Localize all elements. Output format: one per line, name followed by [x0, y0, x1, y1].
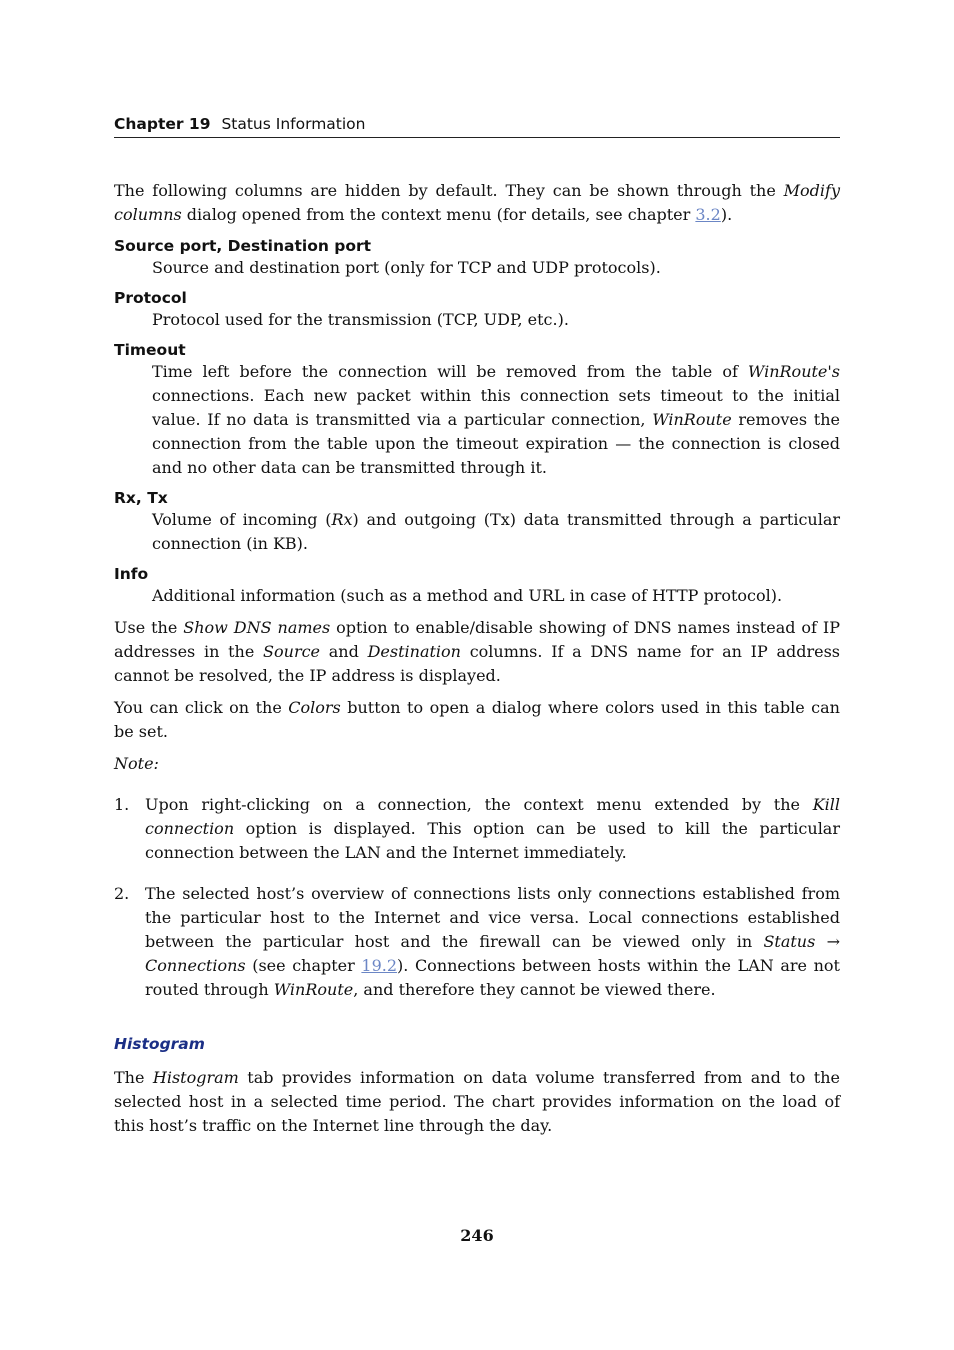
- show-dns-term: Show DNS names: [183, 618, 331, 637]
- list-number: 1.: [114, 795, 130, 814]
- term-rxtx: Rx, Tx: [114, 489, 168, 507]
- desc-text: connections. Each new packet within this connection sets timeout to the initial value. If no data is transmitted via a particular connection,: [152, 386, 840, 429]
- chapter-link-19-2[interactable]: 19.2: [361, 956, 398, 975]
- running-header: [114, 114, 840, 138]
- colors-term: Colors: [288, 698, 341, 717]
- para-text: Use the: [114, 618, 184, 637]
- column-definitions: [114, 236, 840, 608]
- note-text: Upon right-clicking on a connection, the context menu extended by the: [145, 795, 813, 814]
- term-timeout: Timeout: [114, 341, 186, 359]
- chapter-title: Status Information: [221, 115, 366, 133]
- winroutes-term: WinRoute's: [747, 362, 840, 381]
- rx-term: Rx: [331, 510, 353, 529]
- note-text: The selected host’s overview of connections lists only connections established from the particular host to the Internet and vice versa. Local connections established between the particular host and the firewall can be viewed only in: [145, 884, 840, 951]
- note-label: Note:: [114, 754, 159, 773]
- page-number: 246: [460, 1226, 494, 1245]
- histogram-term: Histogram: [152, 1068, 239, 1087]
- chapter-link-3-2[interactable]: 3.2: [695, 205, 721, 224]
- term-ports: Source port, Destination port: [114, 237, 372, 255]
- para-text: You can click on the: [114, 698, 289, 717]
- intro-text: The following columns are hidden by default. They can be shown through the: [114, 181, 784, 200]
- term-protocol: Protocol: [114, 289, 187, 307]
- arrow-glyph: →: [815, 932, 841, 951]
- winroute-term: WinRoute: [652, 410, 732, 429]
- chapter-number: Chapter 19: [114, 115, 211, 133]
- term-info: Info: [114, 565, 149, 583]
- desc-text: ) and outgoing (Tx) data transmitted through a particular connection (in KB).: [152, 510, 841, 553]
- note-text: ). Connections between hosts within the LAN are not routed through: [145, 956, 840, 999]
- histogram-heading: Histogram: [114, 1035, 205, 1053]
- para-text: option to enable/disable showing of DNS names instead of IP addresses in the: [114, 618, 841, 661]
- dns-paragraph: [114, 616, 840, 688]
- note-text: option is displayed. This option can be used to kill the particular connection between the LAN and the Internet immediately.: [145, 819, 840, 862]
- modify-columns-term: Modify columns: [114, 181, 840, 224]
- source-term: Source: [263, 642, 321, 661]
- desc-text: Volume of incoming (: [152, 510, 332, 529]
- winroute-term: WinRoute: [273, 980, 354, 999]
- intro-paragraph: [114, 179, 840, 227]
- document-body: [114, 179, 840, 1138]
- kill-connection-term: Kill connection: [145, 795, 840, 838]
- list-number: 2.: [114, 884, 130, 903]
- desc-ports: Source and destination port (only for TCP and UDP protocols).: [152, 258, 661, 277]
- desc-protocol: Protocol used for the transmission (TCP, UDP, etc.).: [152, 310, 569, 329]
- para-text: The: [114, 1068, 153, 1087]
- para-text: button to open a dialog where colors used in this table can be set.: [114, 698, 840, 741]
- notes-list: [114, 793, 840, 1002]
- para-text: and: [320, 642, 368, 661]
- destination-term: Destination: [367, 642, 461, 661]
- para-text: tab provides information on data volume transferred from and to the selected host in a selected time period. The chart provides information on the load of this host’s traffic on the Internet line through the day.: [114, 1068, 840, 1135]
- intro-text: ).: [720, 205, 733, 224]
- list-item: [114, 882, 840, 1002]
- colors-paragraph: [114, 696, 840, 744]
- desc-info: Additional information (such as a method and URL in case of HTTP protocol).: [152, 586, 783, 605]
- connections-term: Connections: [145, 956, 246, 975]
- para-text: columns. If a DNS name for an IP address cannot be resolved, the IP address is displayed.: [114, 642, 841, 685]
- status-term: Status: [763, 932, 816, 951]
- histogram-paragraph: [114, 1066, 840, 1138]
- desc-timeout: [152, 360, 840, 480]
- desc-text: removes the connection from the table upon the timeout expiration — the connection is closed and no other data can be transmitted through it.: [152, 410, 840, 477]
- note-text: (see chapter: [245, 956, 362, 975]
- desc-text: Time left before the connection will be removed from the table of: [152, 362, 748, 381]
- intro-text: dialog opened from the context menu (for details, see chapter: [181, 205, 696, 224]
- note-text: , and therefore they cannot be viewed there.: [353, 980, 716, 999]
- desc-rxtx: [152, 508, 840, 556]
- list-item: [114, 793, 840, 865]
